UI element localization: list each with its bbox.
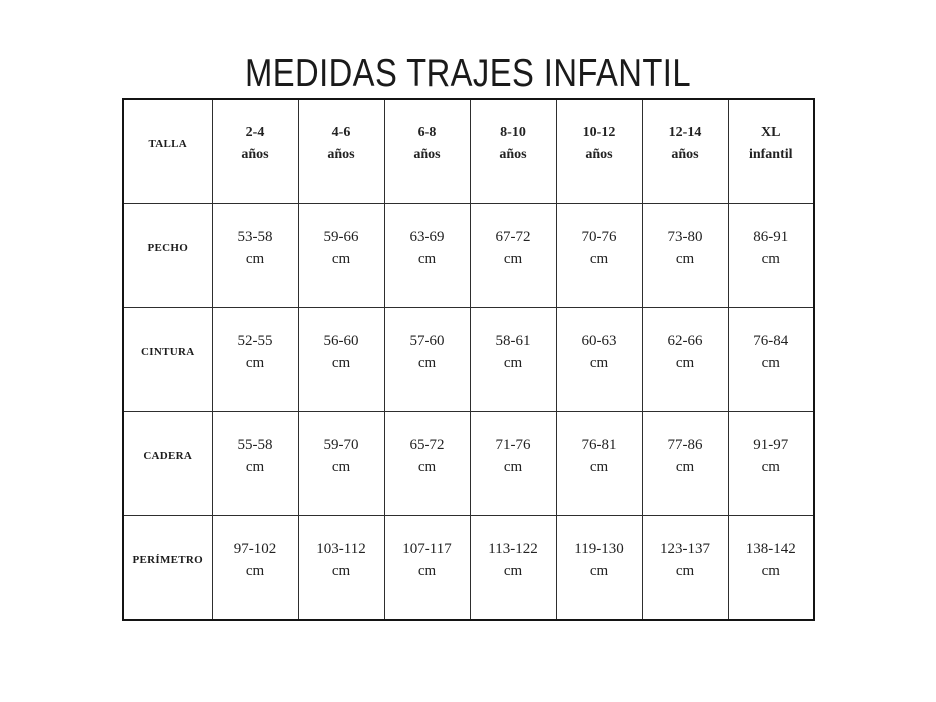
size-unit-label: años bbox=[671, 147, 699, 162]
measurement-unit-label: cm bbox=[503, 251, 523, 267]
measurement-unit-label: cm bbox=[589, 563, 609, 579]
measurement-value-cell bbox=[470, 308, 556, 412]
measurement-range-value: 123-137 bbox=[660, 541, 710, 557]
measurement-unit-label: cm bbox=[245, 459, 265, 475]
measurement-value-cell bbox=[470, 412, 556, 516]
measurement-unit-label: cm bbox=[503, 355, 523, 371]
measurement-range-value: 60-63 bbox=[581, 333, 617, 349]
measurement-range-value: 138-142 bbox=[745, 541, 796, 557]
measurement-value-cell bbox=[212, 308, 298, 412]
measurement-unit-label: cm bbox=[245, 355, 265, 371]
measurement-range-value: 59-66 bbox=[323, 229, 359, 245]
size-column-header-cell bbox=[384, 99, 470, 204]
size-range-label: 2-4 bbox=[245, 125, 265, 140]
size-unit-label: años bbox=[241, 147, 269, 162]
measurement-range-value: 119-130 bbox=[574, 541, 624, 557]
size-range-label: XL bbox=[761, 125, 781, 140]
measurement-unit-label: cm bbox=[503, 563, 523, 579]
measurement-unit-label: cm bbox=[589, 459, 609, 475]
size-unit-label: años bbox=[499, 147, 527, 162]
measurement-value-cell bbox=[298, 412, 384, 516]
measurement-range-value: 107-117 bbox=[402, 541, 452, 557]
measurement-value-cell bbox=[384, 308, 470, 412]
measurement-unit-label: cm bbox=[417, 459, 437, 475]
measurement-range-value: 91-97 bbox=[753, 437, 789, 453]
measurement-row-label: PERÍMETRO bbox=[132, 554, 204, 566]
measurement-unit-label: cm bbox=[761, 563, 780, 579]
measurement-range-value: 70-76 bbox=[581, 229, 617, 245]
size-range-label: 8-10 bbox=[500, 125, 526, 140]
measurement-row bbox=[123, 516, 814, 621]
measurement-range-value: 103-112 bbox=[316, 541, 366, 557]
measurement-value-cell bbox=[470, 516, 556, 621]
measurement-row-header-cell bbox=[123, 308, 212, 412]
size-column-header-cell bbox=[728, 99, 814, 204]
size-column-header-cell bbox=[298, 99, 384, 204]
size-range-label: 12-14 bbox=[668, 125, 702, 140]
measurement-row-header-cell bbox=[123, 516, 212, 621]
header-row bbox=[123, 99, 814, 204]
measurement-unit-label: cm bbox=[675, 563, 695, 579]
measurement-unit-label: cm bbox=[589, 251, 609, 267]
measurement-row-header-cell bbox=[123, 412, 212, 516]
measurement-unit-label: cm bbox=[675, 355, 695, 371]
measurement-range-value: 63-69 bbox=[409, 229, 445, 245]
measurement-value-cell bbox=[212, 204, 298, 308]
measurement-range-value: 113-122 bbox=[488, 541, 538, 557]
measurement-row-header-cell bbox=[123, 204, 212, 308]
size-range-label: 6-8 bbox=[417, 125, 437, 140]
size-range-label: 10-12 bbox=[582, 125, 616, 140]
measurement-range-value: 65-72 bbox=[409, 437, 445, 453]
measurement-range-value: 58-61 bbox=[495, 333, 531, 349]
size-column-header-cell bbox=[642, 99, 728, 204]
corner-header-label: TALLA bbox=[148, 138, 188, 150]
measurement-unit-label: cm bbox=[417, 355, 437, 371]
measurement-value-cell bbox=[642, 308, 728, 412]
measurement-value-cell bbox=[384, 412, 470, 516]
measurement-value-cell bbox=[642, 204, 728, 308]
size-unit-label: años bbox=[413, 147, 441, 162]
measurement-range-value: 73-80 bbox=[667, 229, 703, 245]
size-unit-label: años bbox=[327, 147, 355, 162]
measurement-range-value: 55-58 bbox=[237, 437, 273, 453]
measurement-value-cell bbox=[556, 308, 642, 412]
measurement-value-cell bbox=[298, 308, 384, 412]
measurement-value-cell bbox=[728, 516, 814, 621]
size-column-header-cell bbox=[470, 99, 556, 204]
measurement-range-value: 56-60 bbox=[323, 333, 359, 349]
measurement-unit-label: cm bbox=[675, 459, 695, 475]
measurement-unit-label: cm bbox=[245, 563, 265, 579]
measurement-unit-label: cm bbox=[331, 459, 351, 475]
measurement-value-cell bbox=[556, 516, 642, 621]
size-column-header-cell bbox=[556, 99, 642, 204]
measurement-value-cell bbox=[470, 204, 556, 308]
measurement-unit-label: cm bbox=[503, 459, 523, 475]
measurement-value-cell bbox=[212, 516, 298, 621]
measurement-row bbox=[123, 412, 814, 516]
measurement-value-cell bbox=[728, 204, 814, 308]
measurement-range-value: 53-58 bbox=[237, 229, 273, 245]
measurement-range-value: 52-55 bbox=[237, 333, 273, 349]
measurement-range-value: 76-84 bbox=[753, 333, 789, 349]
measurement-unit-label: cm bbox=[331, 563, 351, 579]
measurement-unit-label: cm bbox=[245, 251, 265, 267]
measurement-value-cell bbox=[728, 412, 814, 516]
measurement-range-value: 97-102 bbox=[233, 541, 277, 557]
size-column-header-cell bbox=[212, 99, 298, 204]
measurement-unit-label: cm bbox=[331, 355, 351, 371]
measurement-value-cell bbox=[384, 516, 470, 621]
measurement-unit-label: cm bbox=[761, 459, 780, 475]
table-body bbox=[123, 204, 814, 621]
measurement-value-cell bbox=[728, 308, 814, 412]
measurement-range-value: 76-81 bbox=[581, 437, 617, 453]
size-unit-label: años bbox=[585, 147, 613, 162]
measurement-value-cell bbox=[298, 204, 384, 308]
measurement-row-label: CINTURA bbox=[141, 346, 195, 358]
measurement-range-value: 59-70 bbox=[323, 437, 359, 453]
measurement-row bbox=[123, 308, 814, 412]
measurement-value-cell bbox=[298, 516, 384, 621]
measurement-unit-label: cm bbox=[761, 355, 780, 371]
measurement-row-label: CADERA bbox=[143, 450, 193, 462]
size-chart-table bbox=[122, 98, 815, 621]
measurement-range-value: 77-86 bbox=[667, 437, 703, 453]
measurement-unit-label: cm bbox=[761, 251, 780, 267]
measurement-value-cell bbox=[642, 516, 728, 621]
measurement-row-label: PECHO bbox=[147, 242, 189, 254]
measurement-value-cell bbox=[642, 412, 728, 516]
measurement-unit-label: cm bbox=[589, 355, 609, 371]
size-range-label: 4-6 bbox=[331, 125, 351, 140]
measurement-range-value: 57-60 bbox=[409, 333, 445, 349]
measurement-range-value: 86-91 bbox=[753, 229, 789, 245]
page-title: MEDIDAS TRAJES INFANTIL bbox=[245, 52, 691, 96]
measurement-value-cell bbox=[556, 412, 642, 516]
measurement-value-cell bbox=[384, 204, 470, 308]
measurement-unit-label: cm bbox=[331, 251, 351, 267]
measurement-unit-label: cm bbox=[675, 251, 695, 267]
measurement-unit-label: cm bbox=[417, 251, 437, 267]
measurement-value-cell bbox=[556, 204, 642, 308]
measurement-row bbox=[123, 204, 814, 308]
measurement-range-value: 71-76 bbox=[495, 437, 531, 453]
corner-header-cell bbox=[123, 99, 212, 204]
measurement-range-value: 67-72 bbox=[495, 229, 531, 245]
measurement-value-cell bbox=[212, 412, 298, 516]
size-unit-label: infantil bbox=[748, 147, 793, 162]
measurement-unit-label: cm bbox=[417, 563, 437, 579]
measurement-range-value: 62-66 bbox=[667, 333, 703, 349]
